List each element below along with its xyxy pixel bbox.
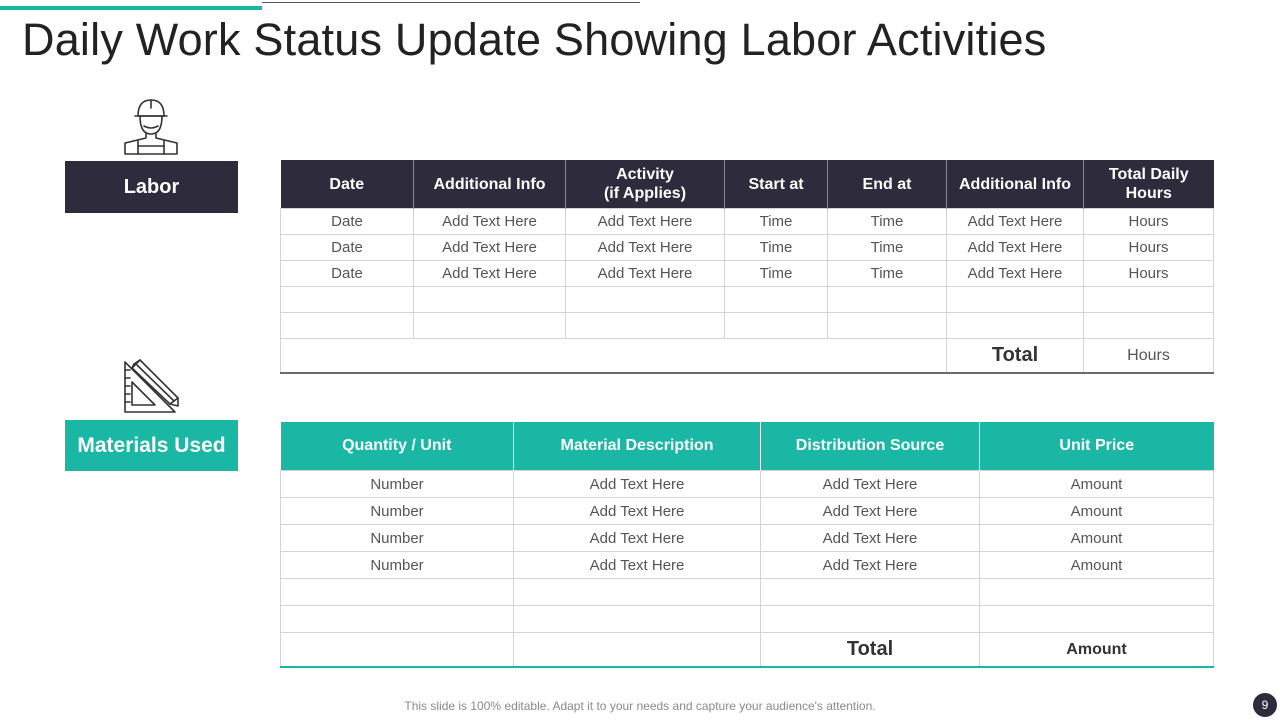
table-cell: Hours — [1084, 209, 1214, 235]
table-row — [281, 209, 1214, 235]
table-cell: Add Text Here — [514, 525, 761, 552]
table-cell: Time — [725, 209, 828, 235]
total-spacer-cell — [281, 633, 514, 668]
header-activity-line1: Activity — [616, 166, 674, 183]
table-cell: Add Text Here — [761, 525, 980, 552]
header-hours-line1: Total Daily — [1108, 166, 1189, 183]
table-cell — [414, 313, 566, 339]
table-row — [281, 606, 1214, 633]
table-cell — [281, 579, 514, 606]
table-cell: Hours — [1084, 261, 1214, 287]
table-cell: Add Text Here — [947, 209, 1084, 235]
header-additional-info: Additional Info — [414, 160, 566, 209]
labor-header-row — [281, 160, 1214, 209]
table-cell: Amount — [980, 552, 1214, 579]
table-cell: Time — [725, 235, 828, 261]
table-row — [281, 579, 1214, 606]
table-cell: Number — [281, 552, 514, 579]
ruler-pencil-icon — [120, 358, 182, 416]
table-cell: Add Text Here — [514, 498, 761, 525]
table-row — [281, 498, 1214, 525]
materials-total-label: Total — [761, 633, 980, 668]
total-spacer-cell — [281, 339, 947, 374]
header-total-daily-hours — [1084, 160, 1214, 209]
table-cell: Add Text Here — [514, 471, 761, 498]
table-cell: Time — [828, 235, 947, 261]
page-number-badge: 9 — [1253, 693, 1277, 717]
header-distribution-source: Distribution Source — [761, 422, 980, 471]
table-row — [281, 471, 1214, 498]
table-cell — [281, 287, 414, 313]
header-additional-info-2: Additional Info — [947, 160, 1084, 209]
table-cell — [1084, 313, 1214, 339]
table-cell — [761, 579, 980, 606]
table-cell: Number — [281, 498, 514, 525]
table-row — [281, 261, 1214, 287]
materials-total-value: Amount — [980, 633, 1214, 668]
header-start-at: Start at — [725, 160, 828, 209]
construction-worker-icon — [120, 96, 182, 156]
table-cell: Add Text Here — [566, 209, 725, 235]
table-row — [281, 525, 1214, 552]
header-date: Date — [281, 160, 414, 209]
table-cell — [828, 313, 947, 339]
table-row — [281, 552, 1214, 579]
total-spacer-cell — [514, 633, 761, 668]
materials-table — [280, 422, 1214, 668]
table-cell: Add Text Here — [514, 552, 761, 579]
table-cell: Add Text Here — [566, 235, 725, 261]
title-divider-line — [262, 2, 640, 3]
header-activity-line2: (if Applies) — [603, 185, 687, 202]
table-cell: Add Text Here — [761, 498, 980, 525]
table-cell: Add Text Here — [947, 235, 1084, 261]
table-cell: Date — [281, 209, 414, 235]
table-cell — [514, 579, 761, 606]
footer-note: This slide is 100% editable. Adapt it to your needs and capture your audience's attention. — [404, 699, 876, 713]
labor-total-value: Hours — [1084, 339, 1214, 374]
table-cell — [566, 313, 725, 339]
table-cell: Date — [281, 235, 414, 261]
table-cell: Number — [281, 525, 514, 552]
table-cell: Time — [725, 261, 828, 287]
page-title: Daily Work Status Update Showing Labor Activities — [22, 14, 1047, 65]
table-cell: Add Text Here — [414, 261, 566, 287]
table-cell — [566, 287, 725, 313]
header-hours-line2: Hours — [1125, 185, 1172, 202]
table-cell — [725, 313, 828, 339]
table-cell: Time — [828, 209, 947, 235]
table-row — [281, 235, 1214, 261]
table-cell: Hours — [1084, 235, 1214, 261]
table-cell: Add Text Here — [761, 552, 980, 579]
labor-total-label: Total — [947, 339, 1084, 374]
header-quantity-unit: Quantity / Unit — [281, 422, 514, 471]
materials-section-label: Materials Used — [65, 420, 238, 471]
table-row — [281, 313, 1214, 339]
labor-table — [280, 160, 1214, 374]
table-cell — [980, 579, 1214, 606]
title-accent-bar — [0, 6, 262, 10]
table-cell — [1084, 287, 1214, 313]
table-cell: Add Text Here — [947, 261, 1084, 287]
table-cell — [828, 287, 947, 313]
table-cell: Amount — [980, 525, 1214, 552]
table-cell — [980, 606, 1214, 633]
table-cell — [725, 287, 828, 313]
labor-section-label: Labor — [65, 161, 238, 213]
table-cell: Amount — [980, 471, 1214, 498]
table-cell: Add Text Here — [761, 471, 980, 498]
table-cell: Date — [281, 261, 414, 287]
table-cell — [947, 287, 1084, 313]
table-cell: Amount — [980, 498, 1214, 525]
table-cell: Add Text Here — [414, 235, 566, 261]
table-cell: Add Text Here — [414, 209, 566, 235]
table-cell: Number — [281, 471, 514, 498]
table-cell: Add Text Here — [566, 261, 725, 287]
header-activity — [566, 160, 725, 209]
materials-header-row — [281, 422, 1214, 471]
labor-total-row — [281, 339, 1214, 374]
table-cell — [281, 313, 414, 339]
table-cell: Time — [828, 261, 947, 287]
table-row — [281, 287, 1214, 313]
header-unit-price: Unit Price — [980, 422, 1214, 471]
table-cell — [761, 606, 980, 633]
table-cell — [414, 287, 566, 313]
table-cell — [947, 313, 1084, 339]
table-cell — [514, 606, 761, 633]
header-material-description: Material Description — [514, 422, 761, 471]
table-cell — [281, 606, 514, 633]
header-end-at: End at — [828, 160, 947, 209]
materials-total-row — [281, 633, 1214, 668]
